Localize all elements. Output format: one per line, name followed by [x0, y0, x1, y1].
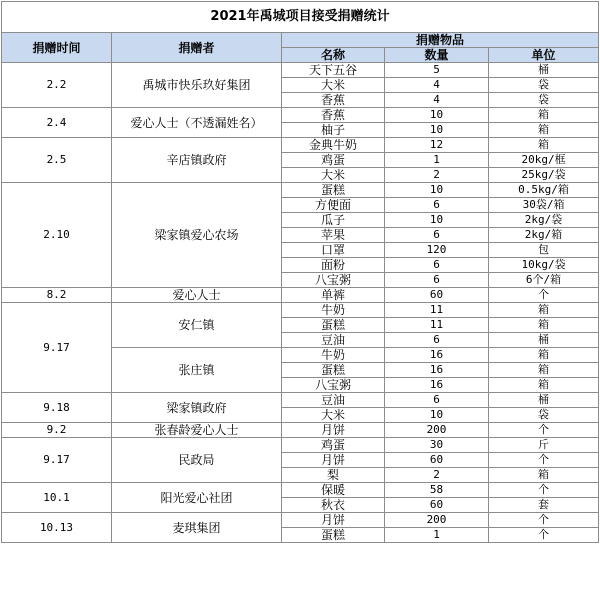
header-time: 捐赠时间 — [2, 33, 112, 63]
item-quantity: 10 — [385, 183, 489, 198]
item-quantity: 58 — [385, 483, 489, 498]
donor-name: 麦琪集团 — [112, 513, 282, 543]
donation-time: 9.17 — [2, 303, 112, 393]
item-unit: 桶 — [489, 393, 599, 408]
donation-time: 2.10 — [2, 183, 112, 288]
donor-name: 禹城市快乐玖好集团 — [112, 63, 282, 108]
item-quantity: 16 — [385, 378, 489, 393]
item-quantity: 5 — [385, 63, 489, 78]
table-title: 2021年禹城项目接受捐赠统计 — [2, 2, 599, 33]
item-quantity: 2 — [385, 168, 489, 183]
item-name: 香蕉 — [282, 93, 385, 108]
item-quantity: 6 — [385, 273, 489, 288]
donation-table — [1, 1, 599, 543]
item-name: 瓜子 — [282, 213, 385, 228]
item-quantity: 16 — [385, 363, 489, 378]
item-quantity: 1 — [385, 528, 489, 543]
item-quantity: 10 — [385, 123, 489, 138]
item-unit: 袋 — [489, 78, 599, 93]
item-name: 天下五谷 — [282, 63, 385, 78]
item-unit: 30袋/箱 — [489, 198, 599, 213]
table-row — [2, 303, 599, 318]
item-quantity: 4 — [385, 93, 489, 108]
donor-name: 梁家镇爱心农场 — [112, 183, 282, 288]
item-unit: 套 — [489, 498, 599, 513]
item-quantity: 11 — [385, 303, 489, 318]
item-unit: 6个/箱 — [489, 273, 599, 288]
item-quantity: 1 — [385, 153, 489, 168]
item-name: 蛋糕 — [282, 183, 385, 198]
donor-name: 张庄镇 — [112, 348, 282, 393]
item-quantity: 60 — [385, 498, 489, 513]
item-quantity: 10 — [385, 408, 489, 423]
table-row — [2, 183, 599, 198]
item-name: 面粉 — [282, 258, 385, 273]
donor-name: 阳光爱心社团 — [112, 483, 282, 513]
item-name: 柚子 — [282, 123, 385, 138]
item-name: 大米 — [282, 168, 385, 183]
item-unit: 个 — [489, 288, 599, 303]
donor-name: 张春龄爱心人士 — [112, 423, 282, 438]
item-quantity: 200 — [385, 423, 489, 438]
item-name: 八宝粥 — [282, 273, 385, 288]
item-name: 香蕉 — [282, 108, 385, 123]
donation-time: 2.2 — [2, 63, 112, 108]
table-row — [2, 63, 599, 78]
donation-time: 8.2 — [2, 288, 112, 303]
item-unit: 箱 — [489, 303, 599, 318]
item-quantity: 30 — [385, 438, 489, 453]
item-name: 豆油 — [282, 393, 385, 408]
item-name: 苹果 — [282, 228, 385, 243]
item-quantity: 60 — [385, 288, 489, 303]
item-quantity: 16 — [385, 348, 489, 363]
item-unit: 个 — [489, 528, 599, 543]
item-quantity: 200 — [385, 513, 489, 528]
item-name: 月饼 — [282, 513, 385, 528]
header-donor: 捐赠者 — [112, 33, 282, 63]
item-quantity: 6 — [385, 198, 489, 213]
item-unit: 2kg/箱 — [489, 228, 599, 243]
table-row — [2, 483, 599, 498]
item-quantity: 6 — [385, 333, 489, 348]
item-name: 蛋糕 — [282, 318, 385, 333]
item-unit: 箱 — [489, 318, 599, 333]
item-unit: 箱 — [489, 123, 599, 138]
item-name: 梨 — [282, 468, 385, 483]
donation-time: 9.2 — [2, 423, 112, 438]
item-name: 保暖 — [282, 483, 385, 498]
table-row — [2, 138, 599, 153]
item-name: 豆油 — [282, 333, 385, 348]
table-row — [2, 423, 599, 438]
table-row — [2, 513, 599, 528]
donation-time: 10.13 — [2, 513, 112, 543]
item-unit: 袋 — [489, 93, 599, 108]
item-unit: 箱 — [489, 138, 599, 153]
header-item-name: 名称 — [282, 48, 385, 63]
item-name: 月饼 — [282, 423, 385, 438]
item-unit: 桶 — [489, 63, 599, 78]
item-quantity: 11 — [385, 318, 489, 333]
item-unit: 2kg/袋 — [489, 213, 599, 228]
item-quantity: 12 — [385, 138, 489, 153]
item-name: 鸡蛋 — [282, 438, 385, 453]
table-row — [2, 108, 599, 123]
donor-name: 爱心人士 — [112, 288, 282, 303]
item-quantity: 2 — [385, 468, 489, 483]
item-unit: 个 — [489, 513, 599, 528]
item-quantity: 4 — [385, 78, 489, 93]
item-quantity: 10 — [385, 213, 489, 228]
donation-time: 2.5 — [2, 138, 112, 183]
item-unit: 桶 — [489, 333, 599, 348]
item-unit: 箱 — [489, 108, 599, 123]
header-unit: 单位 — [489, 48, 599, 63]
item-quantity: 120 — [385, 243, 489, 258]
donor-name: 民政局 — [112, 438, 282, 483]
table-row — [2, 393, 599, 408]
item-unit: 0.5kg/箱 — [489, 183, 599, 198]
item-name: 大米 — [282, 78, 385, 93]
item-name: 蛋糕 — [282, 363, 385, 378]
item-unit: 个 — [489, 483, 599, 498]
item-unit: 箱 — [489, 378, 599, 393]
item-name: 秋衣 — [282, 498, 385, 513]
item-unit: 25kg/袋 — [489, 168, 599, 183]
item-unit: 箱 — [489, 348, 599, 363]
item-unit: 20kg/框 — [489, 153, 599, 168]
item-unit: 箱 — [489, 363, 599, 378]
donation-time: 10.1 — [2, 483, 112, 513]
item-unit: 包 — [489, 243, 599, 258]
table-row — [2, 438, 599, 453]
donor-name: 爱心人士（不透漏姓名） — [112, 108, 282, 138]
item-name: 单裤 — [282, 288, 385, 303]
item-quantity: 6 — [385, 258, 489, 273]
item-unit: 个 — [489, 423, 599, 438]
table-row — [2, 288, 599, 303]
item-name: 蛋糕 — [282, 528, 385, 543]
item-quantity: 6 — [385, 393, 489, 408]
item-quantity: 60 — [385, 453, 489, 468]
item-name: 八宝粥 — [282, 378, 385, 393]
item-name: 月饼 — [282, 453, 385, 468]
item-unit: 箱 — [489, 468, 599, 483]
item-name: 口罩 — [282, 243, 385, 258]
item-name: 牛奶 — [282, 303, 385, 318]
donor-name: 梁家镇政府 — [112, 393, 282, 423]
item-name: 鸡蛋 — [282, 153, 385, 168]
donation-time: 9.17 — [2, 438, 112, 483]
item-unit: 10kg/袋 — [489, 258, 599, 273]
donation-time: 9.18 — [2, 393, 112, 423]
item-name: 牛奶 — [282, 348, 385, 363]
item-unit: 个 — [489, 453, 599, 468]
item-name: 方便面 — [282, 198, 385, 213]
donor-name: 辛店镇政府 — [112, 138, 282, 183]
item-unit: 斤 — [489, 438, 599, 453]
item-unit: 袋 — [489, 408, 599, 423]
item-quantity: 10 — [385, 108, 489, 123]
item-quantity: 6 — [385, 228, 489, 243]
donor-name: 安仁镇 — [112, 303, 282, 348]
header-quantity: 数量 — [385, 48, 489, 63]
item-name: 大米 — [282, 408, 385, 423]
item-name: 金典牛奶 — [282, 138, 385, 153]
header-goods: 捐赠物品 — [282, 33, 599, 48]
donation-time: 2.4 — [2, 108, 112, 138]
